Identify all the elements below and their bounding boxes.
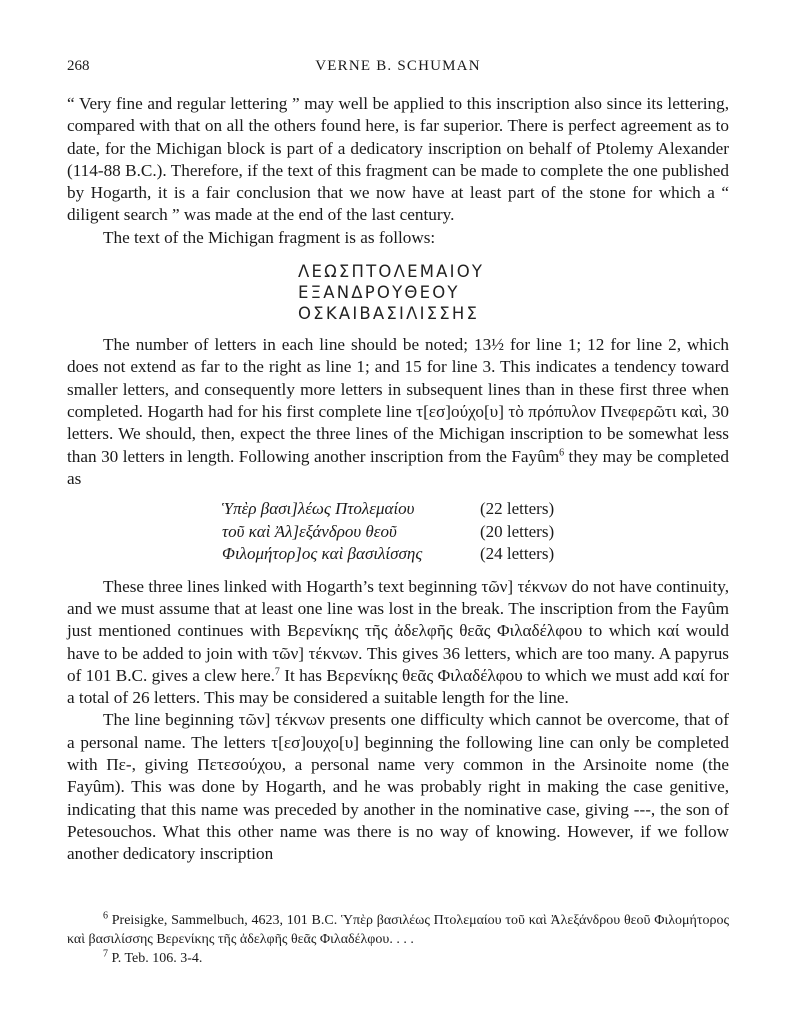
footnote-ref-6[interactable]: 6: [559, 446, 565, 458]
paragraph-4-end: It has Βερενίκης θεᾶς Φιλαδέλφου to which we must add καί for a total of 26 letters. This may be considered a suitable length for the line.: [67, 665, 729, 708]
paragraph-4-text: These three lines linked with Hogarth’s text beginning τῶν] τέκνων do not have continuity, and we must assume that at least one line was lost in the break. The inscription from the Fayûm just mentioned continues with Βερενίκης τῆς ἀδελφῆς θεᾶς Φιλαδέλφου to which καί would have to be added to join with τῶν] τέκνων. This gives 36 letters, which are too many. A papyrus of 101 B.C. gives a clew here.: [67, 576, 729, 685]
restoration-row: [222, 521, 554, 544]
paragraph-1: “ Very fine and regular lettering ” may well be applied to this inscription also since its lettering, compared with that on all the others found here, is far superior. There is perfect agreement as to date, for the Michigan block is part of a dedicatory inscription on behalf of Ptolemy Alexander (114-88 B.C.). Therefore, if the text of this fragment can be made to complete the one published by Hogarth, it is a fair conclusion that we now have at least part of the stone for which a “ diligent search ” was made at the end of the last century.: [67, 94, 729, 225]
paragraph-3: [67, 334, 729, 490]
footnote-6: [67, 911, 729, 949]
restoration-table: [222, 498, 554, 566]
paragraph-3-end: they may be completed as: [67, 446, 729, 488]
restoration-greek: τοῦ καὶ Ἀλ]εξάνδρου θεοῦ: [222, 521, 397, 541]
restoration-greek: Φιλομήτορ]ος καὶ βασιλίσσης: [222, 544, 423, 564]
running-head: [67, 58, 729, 82]
footnote-6-marker: 6: [103, 910, 108, 922]
inscription-line-3: ΟΣΚΑΙΒΑΣΙΛΙΣΣΗΣ: [298, 304, 480, 324]
paragraph-3-text: The number of letters in each line should be noted; 13½ for line 1; 12 for line 2, which does not extend as far to the right as line 1; and 15 for line 3. This indicates a tendency toward smaller letters, and consequently more letters in subsequent lines than in these first three when completed. Hogarth had for his first complete line τ[εσ]ούχο[υ] τὸ πρόπυλον Πνεφερῶτι καὶ, 30 letters. We should, then, expect the three lines of the Michigan inscription to be somewhat less than 30 letters in length. Following another inscription from the Fayûm: [67, 335, 729, 466]
restoration-count: (20 letters): [480, 521, 555, 541]
inscription-line-2: ΕΞΑΝΔΡΟΥΘΕΟΥ: [298, 283, 460, 303]
page-number: 268: [67, 58, 90, 74]
restoration-count: (24 letters): [480, 544, 555, 564]
restoration-count: (22 letters): [480, 499, 555, 519]
restoration-row: [222, 543, 554, 566]
body-text: [67, 93, 729, 866]
footnote-7-marker: 7: [103, 948, 108, 960]
paragraph-2: The text of the Michigan fragment is as follows:: [103, 227, 436, 247]
inscription-line-1: ΛΕΩΣΠΤΟΛΕΜΑΙΟΥ: [298, 262, 485, 282]
footnote-ref-7[interactable]: 7: [274, 666, 280, 678]
footnote-7: [103, 949, 729, 968]
footnote-7-text: P. Teb. 106. 3-4.: [108, 951, 203, 966]
page: [67, 58, 729, 866]
restoration-greek: Ὑπὲρ βασι]λέως Πτολεμαίου: [222, 499, 415, 519]
paragraph-4: [67, 576, 729, 710]
footnotes: [67, 911, 729, 968]
footnote-6-text: Preisigke, Sammelbuch, 4623, 101 B.C. Ὑπὲρ βασιλέως Πτολεμαίου τοῦ καὶ Ἀλεξάνδρου θεοῦ Φιλομήτορος καὶ βασιλίσσης Βερενίκης τῆς ἀδελφῆς θεᾶς Φιλαδέλφου. . . .: [67, 913, 729, 947]
inscription-transcription: [298, 261, 729, 324]
running-title: VERNE B. SCHUMAN: [315, 58, 481, 74]
restoration-row: [222, 498, 554, 521]
paragraph-5: The line beginning τῶν] τέκνων presents one difficulty which cannot be overcome, that of a personal name. The letters τ[εσ]ουχο[υ] beginning the following line can only be completed with Πε-, giving Πετεσούχου, a personal name very common in the Arsinoite nome (the Fayûm). This was done by Hogarth, and he was probably right in making the case genitive, indicating that this name was preceded by another in the nominative case, giving ---, the son of Petesouchos. What this other name was there is no way of knowing. However, if we follow another dedicatory inscription: [67, 710, 729, 864]
